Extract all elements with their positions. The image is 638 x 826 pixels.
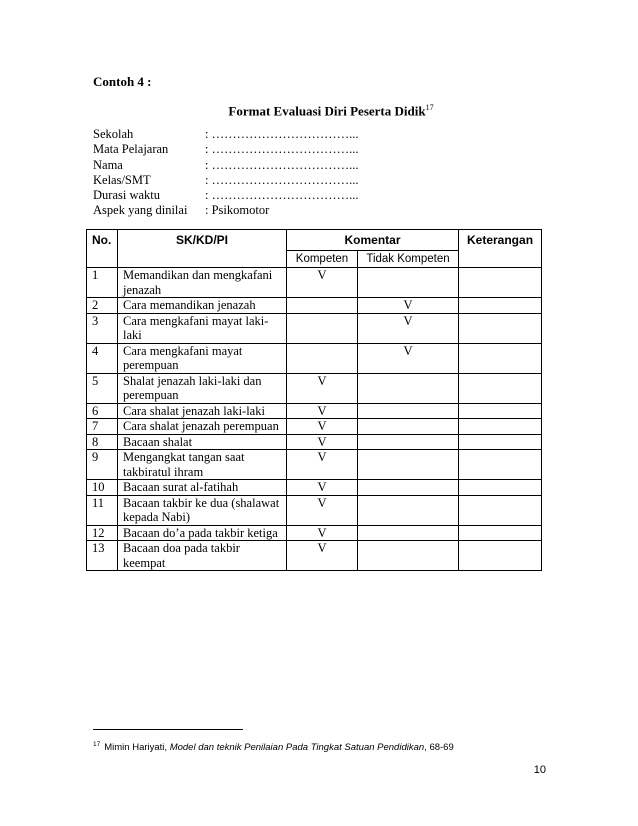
- row-tidak-kompeten: [358, 495, 459, 525]
- col-header-no: No.: [87, 230, 118, 268]
- footnote-author: Mimin Hariyati,: [104, 742, 168, 754]
- row-tidak-kompeten: [358, 419, 459, 435]
- row-keterangan: [459, 268, 542, 298]
- row-number: 7: [87, 419, 118, 435]
- row-keterangan: [459, 495, 542, 525]
- info-label: Durasi waktu: [93, 188, 160, 203]
- footnote-book-title: Model dan teknik Penilaian Pada Tingkat Satuan Pendidikan: [169, 742, 425, 754]
- row-item: Cara mengkafani mayat perempuan: [118, 343, 287, 373]
- row-number: 8: [87, 434, 118, 450]
- info-label: Mata Pelajaran: [93, 142, 169, 157]
- row-item: Bacaan takbir ke dua (shalawat kepada Nabi): [118, 495, 287, 525]
- row-number: 3: [87, 313, 118, 343]
- row-item: Cara memandikan jenazah: [118, 298, 287, 314]
- info-label: Sekolah: [93, 127, 134, 141]
- footnote-number: 17: [93, 741, 101, 748]
- row-keterangan: [459, 450, 542, 480]
- row-kompeten: [287, 298, 358, 314]
- table-row: [87, 419, 542, 435]
- row-tidak-kompeten: [358, 268, 459, 298]
- row-keterangan: [459, 313, 542, 343]
- page-number: 10: [533, 764, 546, 776]
- info-row: [93, 158, 358, 173]
- row-kompeten: [287, 343, 358, 373]
- col-header-skkdpi: SK/KD/PI: [118, 230, 287, 268]
- footnote: [93, 741, 454, 753]
- col-header-kompeten: Kompeten: [287, 251, 358, 268]
- row-number: 12: [87, 525, 118, 541]
- col-header-tidak-kompeten: Tidak Kompeten: [358, 251, 459, 268]
- row-item: Bacaan surat al-fatihah: [118, 480, 287, 496]
- row-item: Memandikan dan mengkafani jenazah: [118, 268, 287, 298]
- table-header-row: [87, 230, 542, 251]
- info-row: [93, 142, 358, 157]
- row-number: 1: [87, 268, 118, 298]
- info-value: : ……………………………...: [205, 142, 359, 157]
- identity-block: [93, 127, 358, 219]
- row-keterangan: [459, 298, 542, 314]
- row-kompeten: V: [287, 419, 358, 435]
- row-keterangan: [459, 480, 542, 496]
- table-row: [87, 434, 542, 450]
- row-tidak-kompeten: V: [358, 313, 459, 343]
- row-tidak-kompeten: [358, 373, 459, 403]
- row-tidak-kompeten: [358, 434, 459, 450]
- col-header-keterangan: Keterangan: [459, 230, 542, 268]
- info-value: : ……………………………...: [205, 188, 359, 203]
- table-row: [87, 450, 542, 480]
- footnote-pages: , 68-69: [424, 742, 454, 754]
- row-tidak-kompeten: [358, 541, 459, 571]
- table-row: [87, 403, 542, 419]
- table-row: [87, 268, 542, 298]
- table-row: [87, 480, 542, 496]
- table-row: [87, 541, 542, 571]
- form-title-text: Format Evaluasi Diri Peserta Didik: [228, 103, 426, 119]
- table-row: [87, 525, 542, 541]
- row-tidak-kompeten: V: [358, 298, 459, 314]
- row-item: Bacaan doa pada takbir keempat: [118, 541, 287, 571]
- row-keterangan: [459, 525, 542, 541]
- row-tidak-kompeten: [358, 525, 459, 541]
- info-row: [93, 203, 358, 218]
- row-kompeten: V: [287, 450, 358, 480]
- info-value: : ……………………………...: [205, 157, 359, 172]
- row-tidak-kompeten: [358, 480, 459, 496]
- info-row: [93, 127, 358, 142]
- row-tidak-kompeten: V: [358, 343, 459, 373]
- form-title: [0, 103, 638, 119]
- table-row: [87, 495, 542, 525]
- info-label: Nama: [93, 157, 123, 172]
- row-kompeten: [287, 313, 358, 343]
- row-item: Bacaan do’a pada takbir ketiga: [118, 525, 287, 541]
- row-item: Bacaan shalat: [118, 434, 287, 450]
- info-value: : Psikomotor: [205, 203, 270, 218]
- row-kompeten: V: [287, 373, 358, 403]
- info-row: [93, 188, 358, 203]
- table-row: [87, 343, 542, 373]
- row-keterangan: [459, 403, 542, 419]
- row-tidak-kompeten: [358, 403, 459, 419]
- row-kompeten: V: [287, 434, 358, 450]
- row-item: Shalat jenazah laki-laki dan perempuan: [118, 373, 287, 403]
- row-keterangan: [459, 373, 542, 403]
- info-label: Aspek yang dinilai: [93, 203, 188, 218]
- row-number: 5: [87, 373, 118, 403]
- info-value: : ……………………………...: [205, 172, 359, 187]
- example-heading: Contoh 4 :: [93, 74, 152, 89]
- row-number: 4: [87, 343, 118, 373]
- row-item: Cara shalat jenazah perempuan: [118, 419, 287, 435]
- row-keterangan: [459, 343, 542, 373]
- row-tidak-kompeten: [358, 450, 459, 480]
- row-item: Cara shalat jenazah laki-laki: [118, 403, 287, 419]
- row-kompeten: V: [287, 495, 358, 525]
- row-kompeten: V: [287, 268, 358, 298]
- row-number: 9: [87, 450, 118, 480]
- evaluation-table: [86, 229, 542, 571]
- info-label: Kelas/SMT: [93, 172, 151, 187]
- row-number: 13: [87, 541, 118, 571]
- row-keterangan: [459, 419, 542, 435]
- table-row: [87, 373, 542, 403]
- footnote-divider: [93, 729, 243, 730]
- row-kompeten: V: [287, 541, 358, 571]
- row-number: 10: [87, 480, 118, 496]
- info-row: [93, 173, 358, 188]
- table-row: [87, 313, 542, 343]
- info-value: : ……………………………...: [205, 127, 359, 141]
- row-kompeten: V: [287, 480, 358, 496]
- row-number: 2: [87, 298, 118, 314]
- row-kompeten: V: [287, 403, 358, 419]
- row-kompeten: V: [287, 525, 358, 541]
- row-item: Cara mengkafani mayat laki-laki: [118, 313, 287, 343]
- row-item: Mengangkat tangan saat takbiratul ihram: [118, 450, 287, 480]
- row-number: 6: [87, 403, 118, 419]
- table-row: [87, 298, 542, 314]
- row-keterangan: [459, 434, 542, 450]
- col-header-komentar: Komentar: [287, 230, 459, 251]
- row-number: 11: [87, 495, 118, 525]
- row-keterangan: [459, 541, 542, 571]
- footnote-ref: 17: [425, 103, 434, 112]
